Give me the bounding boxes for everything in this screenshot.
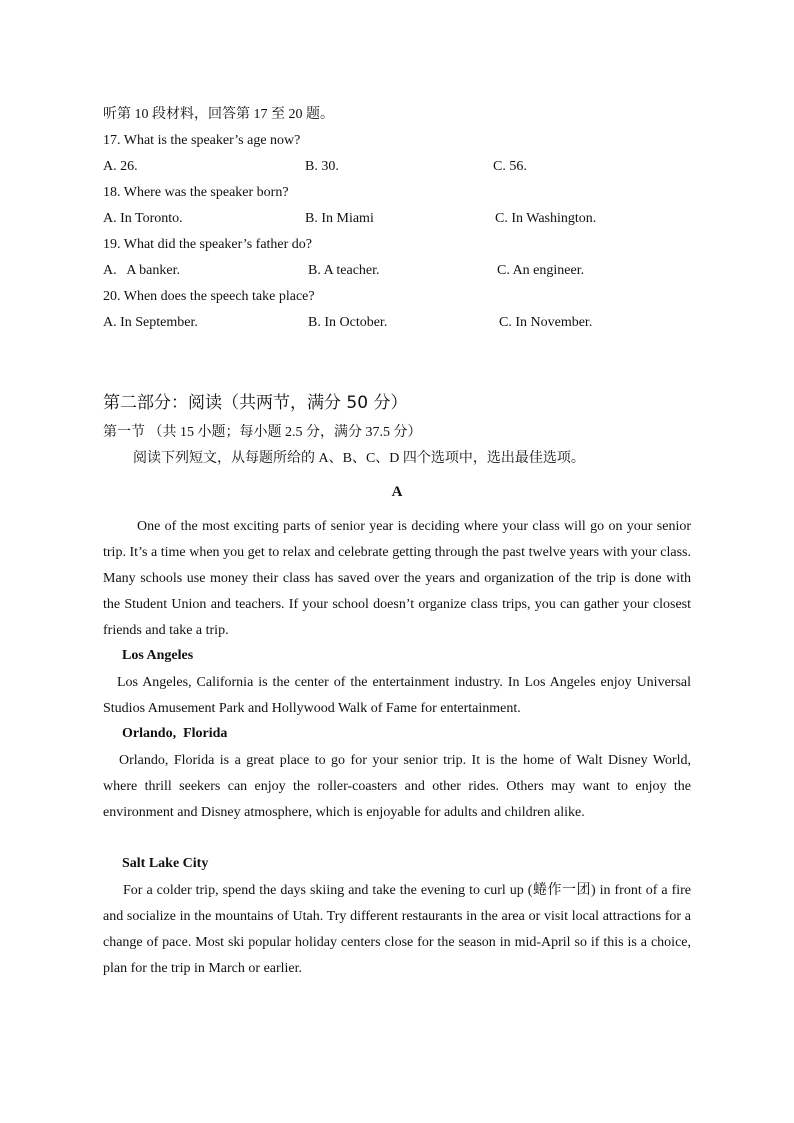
q20-option-a: A. In September. — [103, 315, 198, 330]
q18-option-c: C. In Washington. — [495, 211, 597, 226]
q17-option-c: C. 56. — [493, 159, 527, 174]
q20-option-b: B. In October. — [308, 315, 388, 330]
q17-option-b: B. 30. — [305, 159, 339, 174]
reading-instruction: 阅读下列短文，从每题所给的 A、B、C、D 四个选项中，选出最佳选项。 — [133, 451, 585, 466]
paragraph-orlando: Orlando, Florida is a great place to go for your senior trip. It is the home of Walt Disney World, where thrill seekers can enjoy the roller-coasters and other rides. Others may want to enjoy the environment and Disney atmosphere, which is enjoyable for adults and children alike. — [103, 753, 691, 820]
heading-salt-lake-city: Salt Lake City — [122, 856, 209, 871]
section-one-title: 第一节 （共 15 小题；每小题 2.5 分，满分 37.5 分） — [103, 425, 422, 440]
q18-option-b: B. In Miami — [305, 211, 374, 226]
listening-intro: 听第 10 段材料，回答第 17 至 20 题。 — [103, 107, 334, 122]
passage-label: A — [391, 484, 403, 500]
question-18: 18. Where was the speaker born? — [103, 185, 289, 200]
heading-orlando: Orlando, Florida — [122, 726, 228, 741]
question-20: 20. When does the speech take place? — [103, 289, 315, 304]
paragraph-los-angeles: Los Angeles, California is the center of the entertainment industry. In Los Angeles enjoy Universal Studios Amusement Park and Hollywood Walk of Fame for entertainment. — [103, 675, 691, 716]
question-19: 19. What did the speaker’s father do? — [103, 237, 313, 252]
q17-option-a: A. 26. — [103, 159, 138, 174]
q19-option-b: B. A teacher. — [308, 263, 380, 278]
part-two-title: 第二部分：阅读（共两节，满分 50 分） — [103, 393, 408, 413]
question-17: 17. What is the speaker’s age now? — [103, 133, 301, 148]
q20-option-c: C. In November. — [499, 315, 593, 330]
intro-paragraph: One of the most exciting parts of senior year is deciding where your class will go on your senior trip. It’s a time when you get to relax and celebrate getting through the past twelve years with your class. Many schools use money their class has saved over the years and organization of the trip is done with the Student Union and teachers. If your school doesn’t organize class trips, you can gather your closest friends and take a trip. — [103, 519, 691, 638]
q19-option-a: A. A banker. — [103, 263, 180, 278]
paragraph-salt-lake-city: For a colder trip, spend the days skiing and take the evening to curl up (蜷作一团) in front of a fire and socialize in the mountains of Utah. Try different restaurants in the area or visit local attractions for a change of pace. Most ski popular holiday centers close for the season in mid-April so if this is a choice, plan for the trip in March or earlier. — [103, 883, 691, 976]
q19-option-c: C. An engineer. — [497, 263, 585, 278]
q18-option-a: A. In Toronto. — [103, 211, 183, 226]
heading-los-angeles: Los Angeles — [122, 648, 194, 663]
